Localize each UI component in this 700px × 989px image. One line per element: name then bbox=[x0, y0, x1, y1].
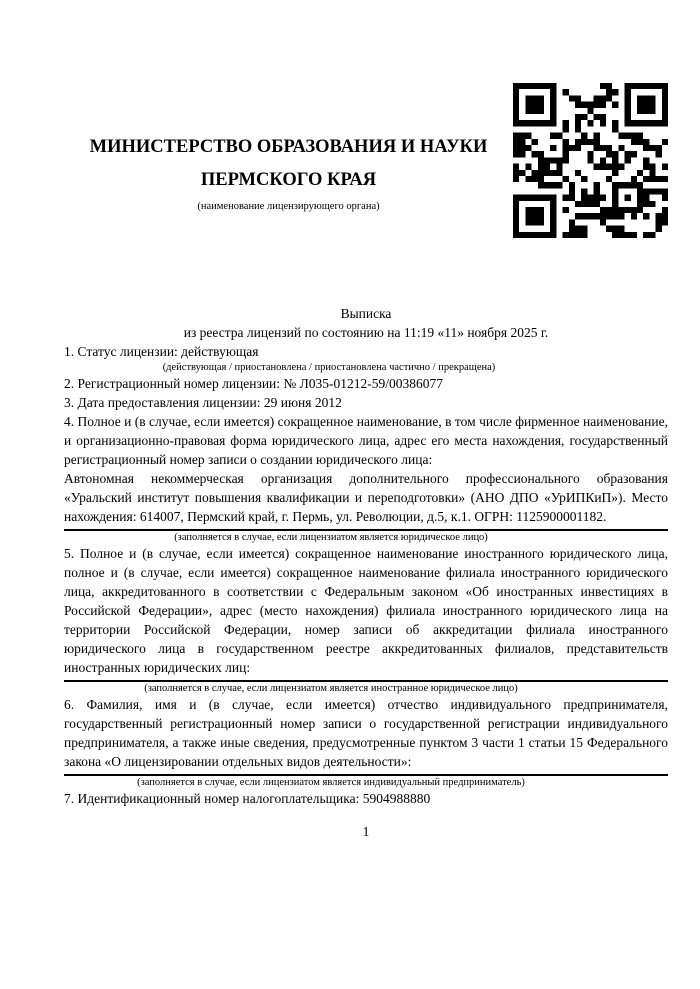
document-header bbox=[64, 0, 668, 240]
field-foreign-entity-caption: (заполняется в случае, если лицензиатом является иностранное юридическое лицо) bbox=[144, 683, 518, 694]
authority-name-line2: ПЕРМСКОГО КРАЯ bbox=[200, 170, 377, 190]
licensing-authority bbox=[64, 83, 513, 213]
field-entrepreneur-caption: (заполняется в случае, если лицензиатом является индивидуальный предприниматель) bbox=[137, 777, 525, 788]
field-license-status: 1. Статус лицензии: действующая bbox=[64, 344, 259, 359]
field-entrepreneur-question: 6. Фамилия, имя и (в случае, если имеется) отчество индивидуального предпринимателя, государственный регистрационный номер записи о государственной регистрации индивидуального предпринимателя, а также иные сведения, предусмотренные пунктом 3 части 1 статьи 15 Федерального закона «О лицензировании отдельных видов деятельности»: bbox=[64, 697, 668, 769]
document-title bbox=[64, 304, 668, 342]
authority-caption: (наименование лицензирующего органа) bbox=[197, 201, 380, 212]
field-legal-entity-answer: Автономная некоммерческая организация дополнительного профессионального образования «Уральский институт повышения квалификации и переподготовки» (АНО ДПО «УрИПКиП»). Место нахождения: 614007, Пермский край, г. Пермь, ул. Революции, д.5, к.1. ОГРН: 1125900001182. bbox=[64, 471, 668, 524]
page-number: 1 bbox=[362, 824, 370, 839]
authority-name-line1: МИНИСТЕРСТВО ОБРАЗОВАНИЯ И НАУКИ bbox=[89, 137, 488, 157]
field-grant-date: 3. Дата предоставления лицензии: 29 июня 2012 bbox=[64, 395, 342, 410]
qr-code bbox=[513, 83, 668, 240]
qr-code-svg bbox=[513, 83, 668, 238]
document-title-line2: из реестра лицензий по состоянию на 11:19 «11» ноября 2025 г. bbox=[183, 325, 549, 340]
field-inn: 7. Идентификационный номер налогоплательщика: 5904988880 bbox=[64, 791, 431, 806]
field-legal-entity-question: 4. Полное и (в случае, если имеется) сокращенное наименование, в том числе фирменное наименование, и организационно-правовая форма юридического лица, адрес его места нахождения, государственный регистрационный номер записи о создании юридического лица: bbox=[64, 414, 668, 467]
field-foreign-entity-question: 5. Полное и (в случае, если имеется) сокращенное наименование иностранного юридического лица, полное и (в случае, если имеется) сокращенное наименование филиала иностранного юридического лица, аккредитованного в соответствии с Федеральным законом «Об иностранных инвестициях в Российской Федерации», адрес (место нахождения) филиала иностранного юридического лица на территории Российской Федерации, номер записи об аккредитации филиала иностранного юридического лица в государственном реестре аккредитованных филиалов, представительств иностранных юридических лиц: bbox=[64, 546, 668, 675]
field-registration-number: 2. Регистрационный номер лицензии: № Л035-01212-59/00386077 bbox=[64, 376, 444, 391]
document-title-line1: Выписка bbox=[340, 306, 392, 321]
field-legal-entity-caption: (заполняется в случае, если лицензиатом является юридическое лицо) bbox=[174, 532, 488, 543]
field-license-status-caption: (действующая / приостановлена / приостановлена частично / прекращена) bbox=[162, 362, 496, 373]
